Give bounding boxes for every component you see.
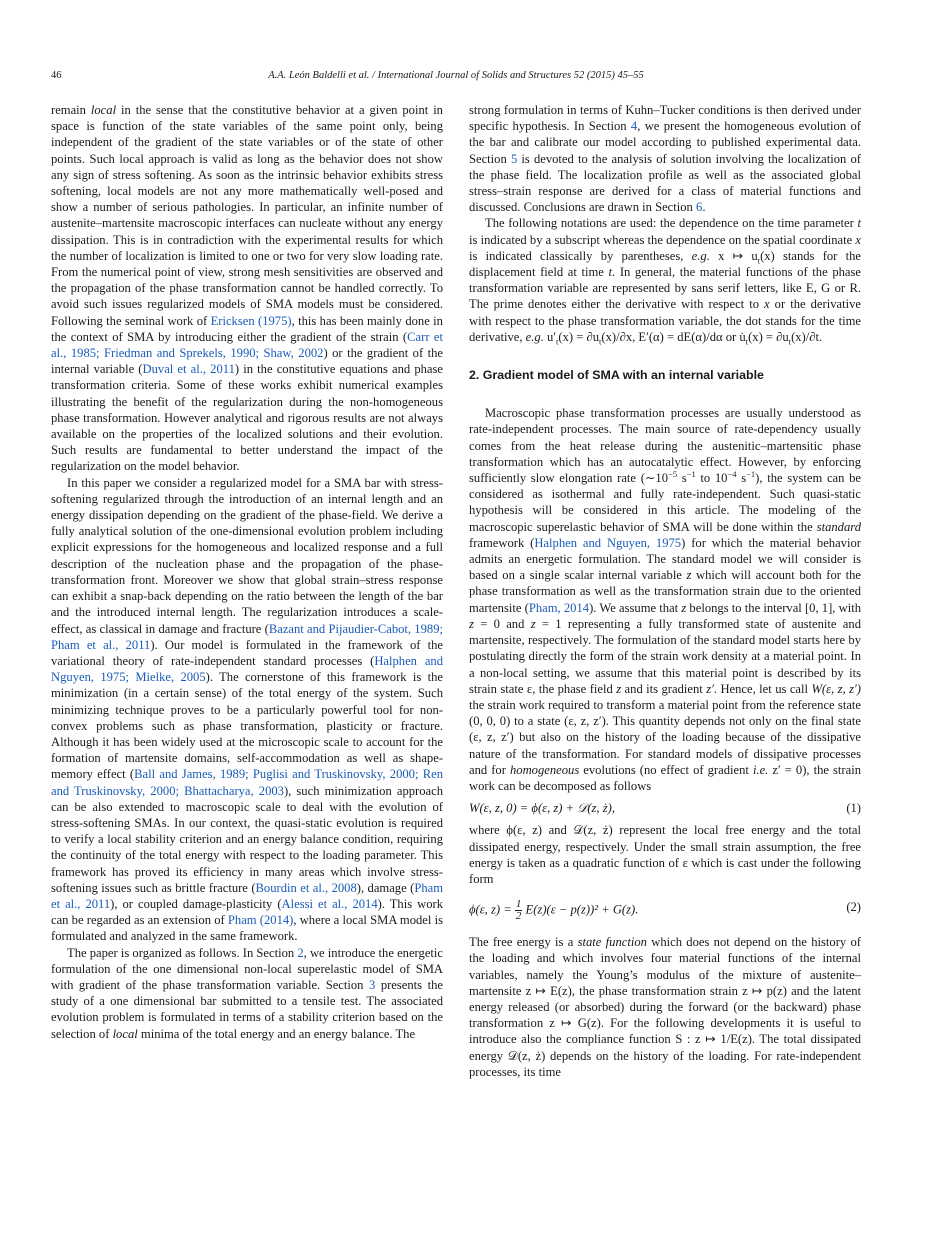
italic-text: local — [90, 103, 117, 117]
page-number: 46 — [51, 70, 62, 81]
text-run: = 0 and — [473, 616, 531, 631]
text-run: and its gradient — [621, 681, 707, 696]
superscript: −5 — [668, 468, 678, 479]
italic-text: z — [616, 681, 622, 696]
journal-line: A.A. León Baldelli et al. / International Journal of Solids and Structures 52 (2015) 45–55 — [268, 70, 644, 81]
italic-text: t — [608, 265, 613, 280]
text-run: = 1 representing a fully transformed state of austenite and martensite, respectively. The formulation of the standard model starts here by postulating directly the form of the strain work density at a material point. In a non-local setting, we assume that this material point is described by its strain state ε, the phase field — [469, 616, 861, 696]
citation-link[interactable]: Pham, 2014 — [528, 600, 590, 615]
citation-link[interactable]: 4 — [630, 119, 638, 134]
citation-link[interactable]: Pham et al., 2011 — [51, 880, 444, 911]
superscript: −1 — [746, 468, 756, 479]
text-run: which will account both for the phase transformation as well as the transformation strain due to the oriented martensite ( — [469, 568, 861, 615]
text-run: ). The cornerstone of this framework is the minimization (in a certain sense) of the total energy of the system. Such minimizing technique proves to be a particularly powerful tool for non-convex problems such as phase transformation, plasticity or fracture. Although it has been widely used at the microscopic scale to account for the formation of martensite domains, self-accommodation as well as shape-memory effect ( — [51, 670, 443, 782]
italic-text: standard — [816, 519, 861, 534]
text-run: ). Our model is formulated in the framework of the variational theory of rate-independent standard processes ( — [51, 637, 444, 668]
fraction-denominator: 2 — [515, 910, 522, 923]
text-run: , where a local SMA model is formulated and analyzed in the same framework. — [51, 913, 443, 944]
citation-link[interactable]: 3 — [369, 977, 376, 992]
text-run: ), damage ( — [356, 880, 415, 895]
italic-text: t — [857, 216, 861, 231]
text-run: x ↦ u — [709, 248, 758, 263]
equation-2 — [469, 899, 861, 922]
italic-text: x — [764, 297, 770, 312]
citation-link[interactable]: Bazant and Pijaudier-Cabot, 1989; Pham et al., 2011 — [51, 621, 443, 652]
text-run: ) in the constitutive equations and phase transformation criteria. Some of these works exhibit numerical examples illustrating the benefit of the regularization during the non-homogeneous phase transformation. However analytical and rigorous results are not always available on the properties of the localized solutions and their evolution. Such results are fundamental to better understand the impact of the regularization on the model behavior. — [51, 362, 444, 474]
superscript: −4 — [727, 468, 737, 479]
subscript: t — [757, 255, 761, 266]
text-run: in the sense that the constitutive behavior at a given point in space is function of the state variables of the same point only, being independent of the gradient of the state variables or of the state of other points. Such local approach is valid as long as the behavior does not show any sign of stress softening. As soon as the intrinsic behavior exhibits stress softening, local models are not any more mathematically well-posed and show a number of serious pathologies. In particular, an infinite number of austenite–martensite macroscopic interfaces can nucleate without any energy dissipation. This is in contradiction with the experimental results for which the number of localization is limited to one or two for very slow loading rate. From the numerical point of view, strong mesh sensitivities are observed and the propagation of the phase transformation cannot be handled correctly. To avoid such issues regularized models of SMA models must be considered. Following the seminal work of — [51, 103, 443, 328]
paragraph — [469, 102, 861, 215]
italic-text: state function — [577, 935, 647, 950]
italic-text: z′ — [706, 681, 714, 696]
text-run: ) or the gradient of the internal variable ( — [51, 346, 443, 377]
text-run: is indicated by a subscript whereas the dependence on the spatial coordinate — [469, 232, 856, 247]
text-run: s — [736, 471, 747, 486]
paragraph — [51, 945, 443, 1042]
text-run: ), such minimization approach can be also extended to macroscopic scale to deal with the evolution of stress-softening SMAs. In our context, the quasi-static evolution is required to verify a local stability criterion and an energy balance condition, requiring the continuity of the total energy with respect to the loading parameter. This framework has proved its efficiency in many areas which involve stress-softening issues such as brittle fracture ( — [51, 783, 444, 895]
running-header — [51, 70, 861, 86]
paragraph — [51, 475, 443, 945]
text-run: The paper is organized as follows. In Section — [67, 945, 298, 960]
text-run: evolutions (no effect of gradient — [579, 762, 753, 777]
subscript: t — [599, 336, 602, 347]
text-run: . In general, the material functions of the phase transformation variable are represented by sans serif letters, like E, G or R. The prime denotes either the derivative with respect to — [469, 265, 861, 312]
citation-link[interactable]: Bourdin et al., 2008 — [255, 880, 357, 895]
italic-text: z — [686, 568, 692, 583]
text-run: to 10 — [695, 471, 728, 486]
text-run: The free energy is a — [469, 935, 578, 950]
text-run: z′ = 0), the strain work can be decomposed as follows — [469, 762, 861, 793]
subscript: t — [788, 336, 792, 347]
paragraph — [469, 405, 861, 794]
italic-text: z — [681, 600, 687, 615]
text-run: . Hence, let us call — [713, 681, 812, 696]
italic-text: e.g. — [691, 248, 710, 263]
citation-link[interactable]: 6 — [696, 200, 703, 215]
citation-link[interactable]: Carr et al., 1985; Friedman and Sprekels, 1990; Shaw, 2002 — [51, 329, 443, 361]
text-run: , this has been mainly done in the context of SMA by introducing either the gradient of the strain ( — [51, 313, 443, 344]
citation-link[interactable]: Ericksen (1975) — [210, 313, 292, 328]
text-run: (x) = ∂u — [748, 329, 789, 344]
citation-link[interactable]: Ball and James, 1989; Puglisi and Truskinovsky, 2000; Ren and Truskinovsky, 2000; Bhattacharya, 2003 — [51, 767, 443, 798]
paragraph — [469, 822, 861, 887]
right-column — [469, 102, 861, 1080]
italic-text: local — [112, 1026, 138, 1041]
equation-rhs: E(z)(ε − p(z))² + G(z). — [525, 902, 639, 917]
text-run: ). We assume that — [589, 600, 682, 615]
subscript: t — [745, 336, 749, 347]
citation-link[interactable]: 5 — [510, 151, 518, 166]
subscript: t — [556, 336, 559, 347]
text-run: u′ — [543, 329, 557, 344]
text-run: belongs to the interval [0, 1], with — [686, 600, 862, 615]
text-run: or the derivative with respect to the phase transformation variable, the dot stands for the time derivative, — [469, 297, 861, 344]
text-run: . — [702, 200, 706, 215]
fraction — [515, 899, 523, 922]
citation-link[interactable]: Duval et al., 2011 — [142, 362, 235, 377]
text-run: ), the system can be considered as isothermal and fully rate-independent. Such quasi-static hypothesis will be considered in this article. The modeling of the macroscopic superelastic behavior of SMA will be done within the — [469, 471, 861, 534]
text-run: presents the study of a one dimensional bar submitted to a tensile test. The associated evolution problem is formulated in terms of a stability criterion based on the selection of — [51, 977, 443, 1041]
left-column — [51, 102, 443, 1042]
italic-text: W(ε, z, z′) — [811, 681, 861, 696]
text-run: The following notations are used: the dependence on the time parameter — [485, 216, 858, 231]
equation-1 — [469, 800, 861, 816]
text-run: strong formulation in terms of Kuhn–Tucker conditions is then derived under specific hypothesis. In Section — [469, 103, 861, 134]
text-run: minima of the total energy and an energy balance. The — [137, 1026, 416, 1041]
text-run: framework ( — [469, 535, 535, 550]
equation-number: (1) — [846, 801, 861, 816]
equation-number: (2) — [846, 900, 861, 915]
italic-text: i.e. — [752, 762, 769, 777]
text-run: is indicated classically by parentheses, — [469, 248, 692, 263]
fraction-numerator: 1 — [515, 898, 522, 911]
equation-body — [469, 899, 638, 922]
paragraph — [469, 934, 861, 1080]
superscript: −1 — [686, 468, 696, 479]
italic-text: z — [469, 616, 474, 631]
paragraph — [469, 215, 861, 345]
text-run: Macroscopic phase transformation processes are usually understood as rate-independent processes. The main source of rate-dependency usually comes from the heat release during the austenitic–martensitic phase transformation which has an autocatalytic effect. However, by enforcing sufficiently slow elongation rate (∼10 — [469, 406, 861, 486]
text-run: ), or coupled damage-plasticity ( — [110, 896, 282, 911]
italic-text: z — [530, 616, 536, 631]
italic-text: homogeneous — [509, 762, 580, 777]
text-run: (x)/∂t. — [791, 329, 823, 344]
citation-link[interactable]: Alessi et al., 2014 — [281, 896, 378, 911]
text-run: , we present the homogeneous evolution of the bar and calibrate our model according to published experimental data. Section — [469, 119, 861, 166]
citation-link[interactable]: Pham (2014) — [227, 913, 294, 928]
text-run: the strain work required to transform a material point from the reference state (0, 0, 0) to a state (ε, z, z′). This quantity depends not only on the final state (ε, z, z′) but also on the history of the loading because of the dissipative nature of the transformation. For standard models of dissipative processes and for — [469, 697, 861, 777]
text-run: remain — [51, 103, 91, 117]
text-run: ). This work can be regarded as an extension of — [51, 896, 443, 928]
text-run: ) for which the material behavior admits an energetic formulation. The standard model we will consider is based on a single scalar internal variable — [469, 535, 861, 583]
section-title: 2. Gradient model of SMA with an internal variable — [469, 368, 764, 383]
paragraph — [51, 102, 443, 475]
equation-lhs: ϕ(ε, z) = — [469, 902, 512, 917]
citation-link[interactable]: Halphen and Nguyen, 1975; Mielke, 2005 — [51, 653, 444, 685]
citation-link[interactable]: Halphen and Nguyen, 1975 — [534, 535, 682, 550]
equation-body: W(ε, z, 0) = ϕ(ε, z) + 𝒟(z, ż), — [469, 801, 615, 816]
italic-text: e.g. — [525, 329, 544, 344]
text-run: (x) stands for the displacement field at time — [469, 248, 861, 280]
text-run: where ϕ(ε, z) and 𝒟(z, ż) represent the local free energy and the total dissipated energy, respectively. Under the small strain assumption, the free energy is taken as a quadratic function of ε which is cast under the following form — [469, 823, 861, 886]
text-run: , we introduce the energetic formulation of the one dimensional non-local superelastic model of SMA with gradient of the phase transformation variable. Section — [51, 945, 443, 992]
text-run: (x)/∂x, E′(α) = dE(α)/dα or u̇ — [601, 329, 746, 344]
text-run: In this paper we consider a regularized model for a SMA bar with stress-softening regularized through the introduction of an internal length and an energy dissipation depending on the gradient of the phase-field. We derive a fully analytical solution of the one-dimensional evolution problem including explicit expressions for the homogeneous and localized response and a full description of the nucleation phase and the propagation of the phase-transformation front. Moreover we show that global strain–stress response can exhibit a snap-back depending on the ratio between the length of the bar and the introduced internal length. The regularization introduces a scale-effect, as classical in damage and fracture ( — [51, 475, 443, 636]
italic-text: x — [855, 232, 861, 247]
text-run: which does not depend on the history of the loading and which involves four material functions of the internal variables, namely the Young’s modulus of the mixture of austenite–martensite z ↦ E(z), the phase transformation strain z ↦ p(z) and the latent energy released (or absorbed) during the forward (or the backward) phase transformation z ↦ G(z). For the following developments it is useful to introduce also the compliance function S : z ↦ 1/E(z). The total dissipated energy 𝒟(z, ż) depends on the history of the loading. For rate-independent processes, its time — [469, 935, 861, 1079]
text-run: (x) = ∂u — [558, 329, 600, 344]
citation-link[interactable]: 2 — [297, 945, 304, 960]
text-run: is devoted to the analysis of solution involving the localization of the phase field. The localization profile as well as the associated global stress–strain response are derived for a class of material functions and discussed. Conclusions are drawn in Section — [469, 151, 861, 215]
text-run: s — [677, 471, 687, 486]
